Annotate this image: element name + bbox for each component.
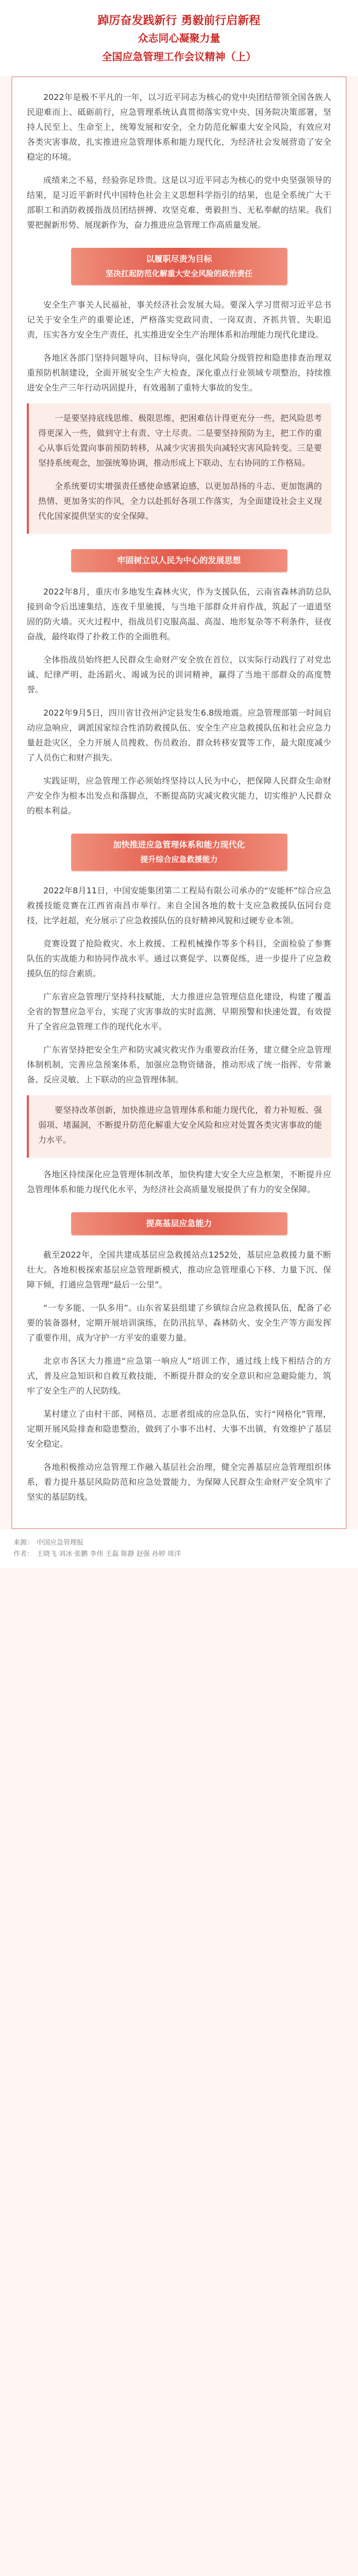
source-value: 中国应急管理报 xyxy=(37,1539,84,1547)
section-heading-2 xyxy=(71,549,287,572)
section-paragraph: 广东省应急管理厅坚持科技赋能，大力推进应急管理信息化建设，构建了覆盖全省的智慧应急平台，实现了灾害事故的实时监测、早期预警和快速处置，有效提升了全省应急管理工作的现代化水平。 xyxy=(27,992,331,1031)
section-paragraph: 2022年8月，重庆市多地发生森林火灾，作为支援队伍，云南省森林消防总队接到命令后迅速集结，连夜千里驰援，与当地干部群众并肩作战，筑起了一道道坚固的防火墙。灭火过程中，指战员们克服高温、高湿、地形复杂等不利条件，昼夜奋战，最终取得了扑救工作的全面胜利。 xyxy=(27,587,331,641)
section-paragraph: “一专多能、一队多用”。山东省某县组建了乡镇综合应急救援队伍，配备了必要的装备器材，定期开展培训演练，在防汛抗旱、森林防火、安全生产等方面发挥了重要作用，成为守护一方平安的重要力量。 xyxy=(27,1303,331,1343)
intro-paragraph: 成绩来之不易，经验弥足珍贵。这是以习近平同志为核心的党中央坚强领导的结果，是习近平新时代中国特色社会主义思想科学指引的结果，也是全系统广大干部职工和消防救援指战员团结拼搏、攻坚克难、勇毅担当、无私奉献的结果。我们要把握新形势、展现新作为，奋力推进应急管理工作高质量发展。 xyxy=(27,175,331,230)
section-paragraph: 全体指战员始终把人民群众生命财产安全放在首位，以实际行动践行了对党忠诚、纪律严明、赴汤蹈火、竭诚为民的训词精神，赢得了当地干部群众的高度赞誉。 xyxy=(27,655,331,694)
section-paragraph: 各地积极推动应急管理工作融入基层社会治理，健全完善基层应急管理组织体系，着力提升基层风险防范和应急处置能力，为保障人民群众生命财产安全筑牢了坚实的基层防线。 xyxy=(27,1462,331,1502)
quote-box xyxy=(27,1095,331,1158)
section-paragraph: 2022年8月11日，中国安能集团第二工程局有限公司承办的“安能杯”综合应急救援技能竞赛在江西省南昌市举行。来自全国各地的数十支应急救援队伍同台竞技，比学赶超，充分展示了应急救援队伍的良好精神风貌和过硬专业本领。 xyxy=(27,886,331,925)
section-title: 以履职尽责为目标 xyxy=(146,254,212,264)
header-title-line2: 众志同心凝聚力量 xyxy=(138,32,220,44)
section-paragraph: 2022年9月5日，四川省甘孜州泸定县发生6.8级地震。应急管理部第一时间启动应急响应，调派国家综合性消防救援队伍、安全生产应急救援队伍和社会应急力量赶赴灾区，全力开展人员搜救、伤员救治、群众转移安置等工作，最大限度减少了人员伤亡和财产损失。 xyxy=(27,708,331,762)
quote-paragraph: 一是要坚持底线思维、极限思维，把困难估计得更充分一些，把风险思考得更深入一些，做到守土有责、守土尽责。二是要坚持预防为主，把工作的重心从事后处置向事前预防转移，从减少灾害损失向减轻灾害风险转变。三是要坚持系统观念，加强统筹协调，推动形成上下联动、左右协同的工作格局。 xyxy=(38,413,322,468)
quote-paragraph: 要坚持改革创新，加快推进应急管理体系和能力现代化，着力补短板、强弱项、堵漏洞，不断提升防范化解重大安全风险和应对处置各类灾害事故的能力水平。 xyxy=(38,1105,322,1145)
section-heading-4 xyxy=(71,1212,287,1235)
article-header xyxy=(0,0,358,76)
author-label: 作者： xyxy=(13,1550,34,1558)
section-subtitle: 提升综合应急救援能力 xyxy=(140,855,218,864)
author-line xyxy=(13,1549,345,1560)
section-paragraph: 各地区持续深化应急管理体制改革，加快构建大安全大应急框架，不断提升应急管理体系和能力现代化水平，为经济社会高质量发展提供了有力的安全保障。 xyxy=(27,1170,331,1194)
section-paragraph: 各地区各部门坚持问题导向、目标导向，强化风险分级管控和隐患排查治理双重预防机制建设，全面开展安全生产大检查，深化重点行业领域专项整治，持续推进安全生产三年行动巩固提升，有效遏制了重特大事故的发生。 xyxy=(27,353,331,393)
source-line xyxy=(13,1537,345,1549)
source-label: 来源： xyxy=(13,1539,34,1547)
quote-paragraph: 全系统要切实增强责任感使命感紧迫感，以更加昂扬的斗志、更加饱满的热情、更加务实的作风，全力以赴抓好各项工作落实，为全面建设社会主义现代化国家提供坚实的安全保障。 xyxy=(38,481,322,521)
section-heading-1 xyxy=(71,248,287,285)
section-paragraph: 竞赛设置了抢险救灾、水上救援、工程机械操作等多个科目，全面检验了参赛队伍的实战能力和协同作战水平。通过以赛促学、以赛促练，进一步提升了应急救援队伍的综合素质。 xyxy=(27,939,331,978)
section-heading-3 xyxy=(71,834,287,871)
quote-box xyxy=(27,403,331,534)
section-title: 牢固树立以人民为中心的发展思想 xyxy=(117,555,241,565)
article-body xyxy=(11,76,347,1529)
section-paragraph: 某村建立了由村干部、网格员、志愿者组成的应急队伍，实行“网格化”管理，定期开展风险排查和隐患整治，做到了小事不出村、大事不出镇，有效维护了基层安全稳定。 xyxy=(27,1409,331,1449)
section-paragraph: 北京市各区大力推进“应急第一响应人”培训工作，通过线上线下相结合的方式，普及应急知识和自救互救技能，不断提升群众的安全意识和应急避险能力，筑牢了安全生产的人民防线。 xyxy=(27,1356,331,1396)
section-paragraph: 广东省坚持把安全生产和防灾减灾救灾作为重要政治任务，建立健全应急管理体制机制，完善应急预案体系，加强应急物资储备，推动形成了统一指挥、专常兼备、反应灵敏、上下联动的应急管理体制。 xyxy=(27,1045,331,1084)
article-footer xyxy=(0,1529,358,1568)
intro-block xyxy=(27,90,331,232)
intro-paragraph: 2022年是极不平凡的一年，以习近平同志为核心的党中央团结带领全国各族人民迎难而上、砥砺前行，应急管理系统认真贯彻落实党中央、国务院决策部署，坚持人民至上、生命至上，统筹发展和安全，全力防范化解重大安全风险，有效应对各类灾害事故，扎实推进应急管理体系和能力现代化，为经济社会发展营造了安全稳定的环境。 xyxy=(27,92,331,162)
section-paragraph: 截至2022年，全国共建成基层应急救援站点1252处，基层应急救援力量不断壮大。各地积极探索基层应急管理新模式，推动应急管理重心下移、力量下沉、保障下倾，打通应急管理“最后一公里”。 xyxy=(27,1250,331,1290)
header-title-line3: 全国应急管理工作会议精神（上） xyxy=(101,50,257,63)
section-title: 加快推进应急管理体系和能力现代化 xyxy=(113,840,245,850)
section-paragraph: 安全生产事关人民福祉，事关经济社会发展大局。要深入学习贯彻习近平总书记关于安全生产的重要论述，严格落实党政同责、一岗双责、齐抓共管、失职追责，压实各方安全生产责任，扎实推进安全生产治理体系和治理能力现代化建设。 xyxy=(27,300,331,340)
header-title-line1: 踔厉奋发践新行 勇毅前行启新程 xyxy=(97,14,261,27)
section-title: 提高基层应急能力 xyxy=(146,1218,212,1228)
section-subtitle: 坚决扛起防范化解重大安全风险的政治责任 xyxy=(105,269,252,278)
section-paragraph: 实践证明，应急管理工作必须始终坚持以人民为中心，把保障人民群众生命财产安全作为根本出发点和落脚点，不断提高防灾减灾救灾能力，切实维护人民群众的根本利益。 xyxy=(27,776,331,816)
author-value: 王晓飞 刘冰 张鹏 李伟 王磊 陈静 赵强 孙婷 周洋 xyxy=(37,1550,181,1558)
